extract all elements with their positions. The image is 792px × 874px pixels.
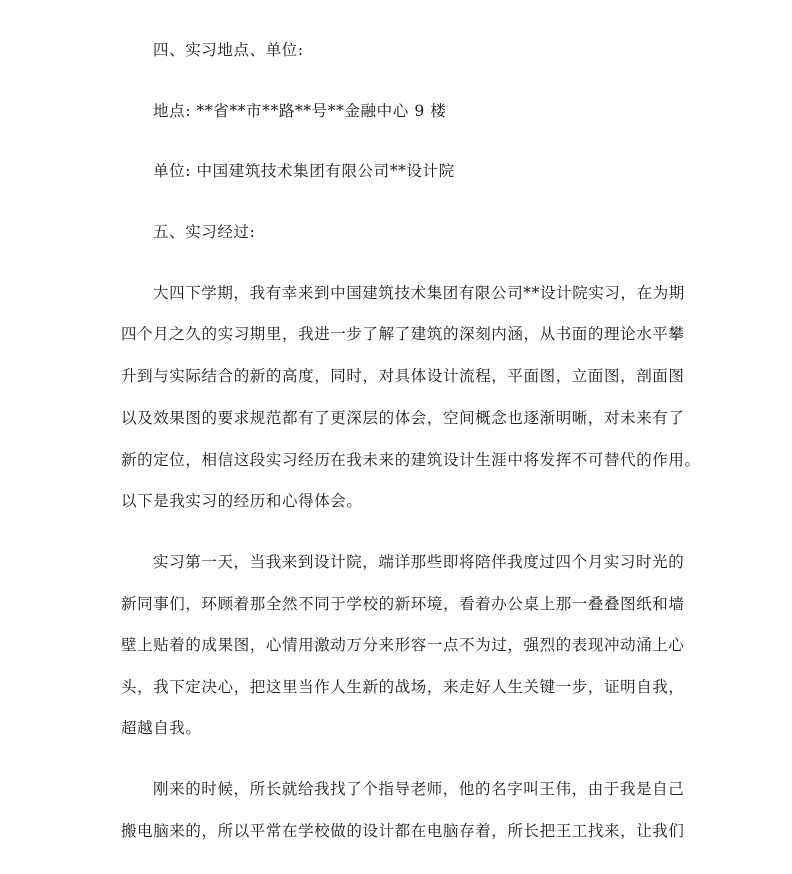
location-line: 地点: **省**市**路**号**金融中心 9 楼 <box>153 102 447 120</box>
paragraph-line: 超越自我。 <box>121 719 202 737</box>
paragraph-line: 升到与实际结合的新的高度，同时，对具体设计流程，平面图，立面图，剖面图 <box>121 367 685 385</box>
section5-heading: 五、实习经过: <box>153 223 256 241</box>
paragraph-line: 刚来的时候，所长就给我找了个指导老师，他的名字叫王伟，由于我是自己 <box>153 780 685 798</box>
paragraph-line: 四个月之久的实习期里，我进一步了解了建筑的深刻内涵，从书面的理论水平攀 <box>121 325 685 343</box>
paragraph-line: 头，我下定决心，把这里当作人生新的战场，来走好人生关键一步，证明自我， <box>121 678 685 696</box>
paragraph-line: 大四下学期，我有幸来到中国建筑技术集团有限公司**设计院实习，在为期 <box>153 284 685 302</box>
paragraph-line: 以及效果图的要求规范都有了更深层的体会，空间概念也逐渐明晰，对未来有了 <box>121 409 685 427</box>
paragraph-line: 以下是我实习的经历和心得体会。 <box>121 492 363 510</box>
section4-heading: 四、实习地点、单位: <box>153 41 304 59</box>
paragraph-line: 壁上贴着的成果图，心情用激动万分来形容一点不为过，强烈的表现冲动涌上心 <box>121 636 685 654</box>
paragraph-line: 新的定位，相信这段实习经历在我未来的建筑设计生涯中将发挥不可替代的作用。 <box>121 451 701 469</box>
paragraph-line: 实习第一天，当我来到设计院，端详那些即将陪伴我度过四个月实习时光的 <box>153 553 685 571</box>
paragraph-line: 新同事们，环顾着那全然不同于学校的新环境，看着办公桌上那一叠叠图纸和墙 <box>121 595 685 613</box>
paragraph-line: 搬电脑来的，所以平常在学校做的设计都在电脑存着，所长把王工找来，让我们 <box>121 822 685 840</box>
unit-line: 单位: 中国建筑技术集团有限公司**设计院 <box>153 162 455 180</box>
